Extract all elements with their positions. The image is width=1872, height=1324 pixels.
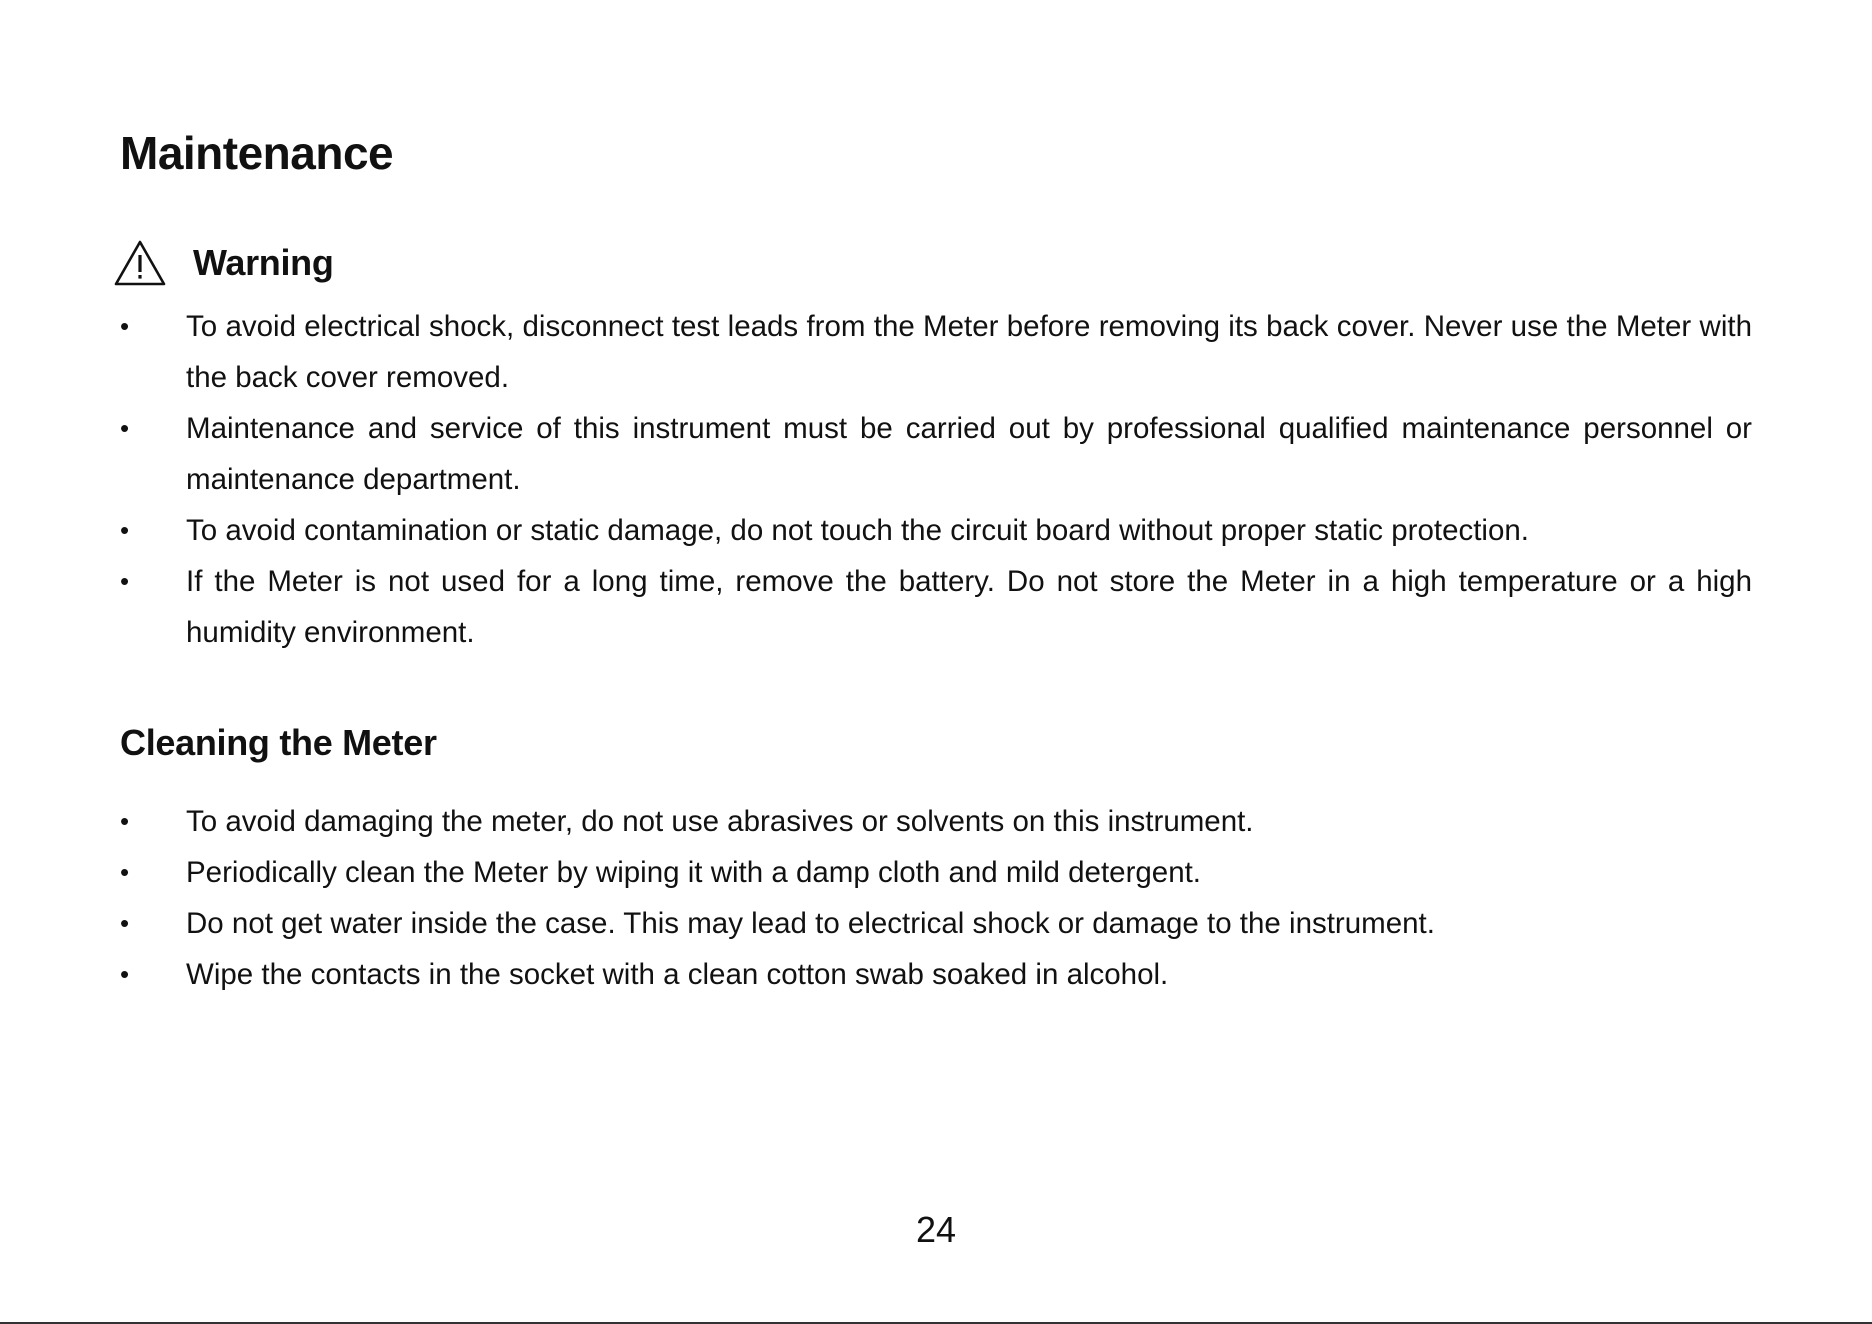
page-number: 24	[915, 1209, 957, 1250]
bullet-icon: •	[120, 806, 130, 836]
list-item	[120, 949, 1752, 1000]
list-item-text: To avoid contamination or static damage, do not touch the circuit board without proper static protection.	[186, 514, 1529, 547]
list-item	[120, 556, 1752, 658]
list-item	[120, 796, 1752, 847]
list-item	[120, 505, 1752, 556]
bullet-icon: •	[120, 566, 130, 596]
page-title: Maintenance	[120, 127, 394, 179]
list-item-text: If the Meter is not used for a long time, remove the battery. Do not store the Meter in a high temperature or a high humidity environment.	[186, 565, 1752, 649]
bullet-icon: •	[120, 413, 130, 443]
bullet-icon: •	[120, 311, 130, 341]
list-item-text: Maintenance and service of this instrument must be carried out by professional qualified maintenance personnel or maintenance department.	[186, 412, 1752, 496]
bullet-icon: •	[120, 857, 130, 887]
list-item-text: Do not get water inside the case. This may lead to electrical shock or damage to the instrument.	[186, 907, 1435, 940]
list-item	[120, 847, 1752, 898]
list-item	[120, 403, 1752, 505]
warning-triangle-icon	[113, 239, 167, 287]
list-item-text: To avoid electrical shock, disconnect test leads from the Meter before removing its back cover. Never use the Meter with the back cover removed.	[186, 310, 1752, 394]
bullet-icon: •	[120, 908, 130, 938]
cleaning-section-title: Cleaning the Meter	[120, 722, 437, 763]
list-item-text: Wipe the contacts in the socket with a clean cotton swab soaked in alcohol.	[186, 958, 1169, 991]
bullet-icon: •	[120, 959, 130, 989]
list-item	[120, 898, 1752, 949]
list-item	[120, 301, 1752, 403]
warning-title: Warning	[193, 242, 334, 283]
cleaning-list	[120, 796, 1752, 1000]
bullet-icon: •	[120, 515, 130, 545]
warning-heading	[113, 233, 334, 293]
list-item-text: Periodically clean the Meter by wiping it with a damp cloth and mild detergent.	[186, 856, 1201, 889]
list-item-text: To avoid damaging the meter, do not use abrasives or solvents on this instrument.	[186, 805, 1254, 838]
warning-list	[120, 301, 1752, 658]
